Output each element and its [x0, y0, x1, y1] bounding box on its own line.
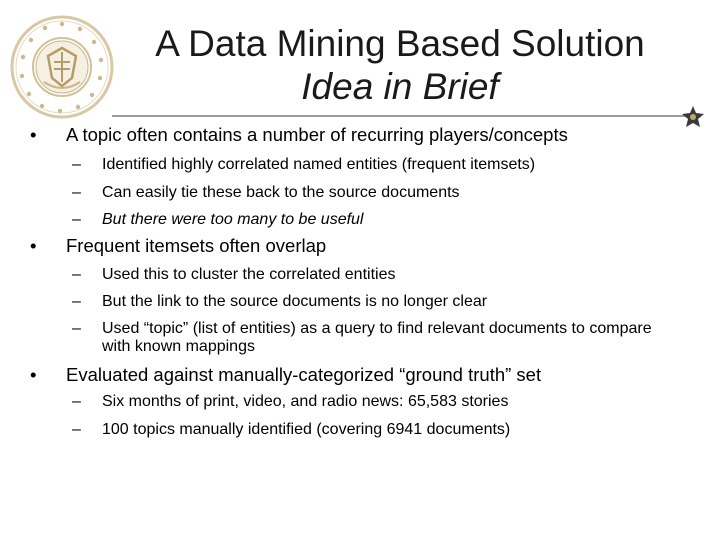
bullet-text: Frequent itemsets often overlap [66, 235, 327, 256]
sub-bullet-text: Used “topic” (list of entities) as a query to find relevant documents to compare with known mappings [102, 320, 652, 355]
sub-bullet-marker: – [72, 421, 81, 438]
sub-bullet-text: 100 topics manually identified (covering 6941 documents) [102, 421, 511, 438]
sub-bullet-marker: – [72, 211, 81, 228]
sub-bullet-text: Six months of print, video, and radio news: 65,583 stories [102, 393, 509, 410]
university-seal-logo [8, 12, 116, 122]
title-line-1: A Data Mining Based Solution [155, 23, 645, 64]
slide-title [110, 22, 690, 108]
sub-bullet-text: Can easily tie these back to the source documents [102, 184, 460, 201]
sub-bullet-text: But there were too many to be useful [102, 211, 364, 228]
bullet-marker: • [30, 235, 37, 256]
bullet-text: Evaluated against manually-categorized “ground truth” set [66, 364, 542, 385]
sub-bullet-text: But the link to the source documents is no longer clear [102, 293, 488, 310]
sub-bullet-marker: – [72, 293, 81, 310]
sub-bullet-marker: – [72, 184, 81, 201]
sub-bullet-marker: – [72, 320, 81, 337]
sub-bullet-text: Identified highly correlated named entities (frequent itemsets) [102, 156, 536, 173]
title-line-2: Idea in Brief [301, 66, 499, 107]
bullet-marker: • [30, 124, 37, 145]
sub-bullet-text: Used this to cluster the correlated entities [102, 266, 396, 283]
sub-bullet-marker: – [72, 156, 81, 173]
title-divider [112, 115, 686, 117]
bullet-marker: • [30, 364, 37, 385]
sub-bullet-marker: – [72, 393, 81, 410]
sub-bullet-marker: – [72, 266, 81, 283]
bullet-text: A topic often contains a number of recurring players/concepts [66, 124, 568, 145]
